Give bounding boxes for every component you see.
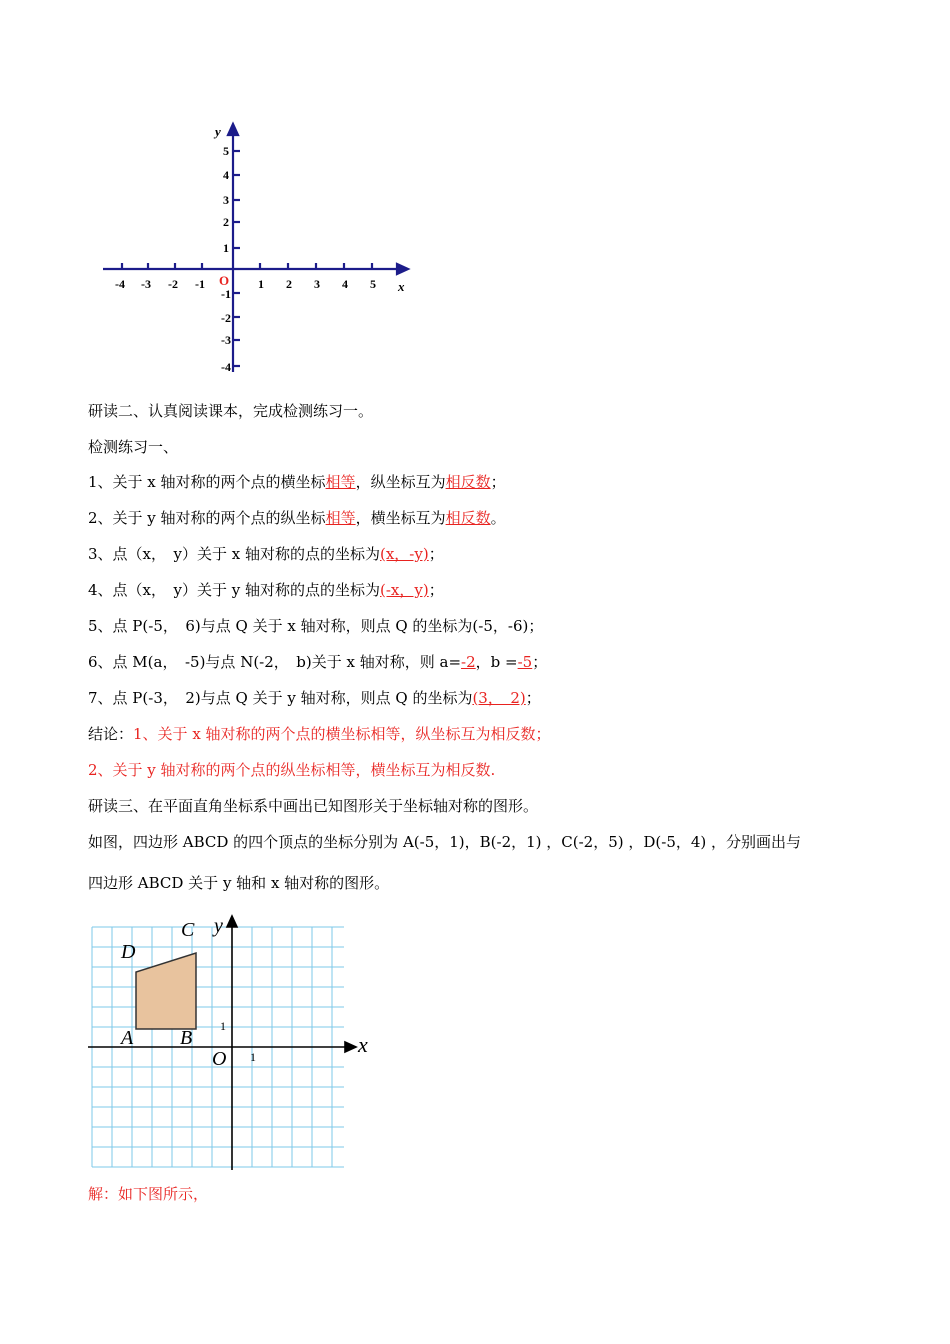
x-axis-label: x: [398, 279, 405, 294]
x-tick-label: -2: [168, 277, 178, 291]
vertex-label-d: D: [121, 941, 136, 963]
answer: -2: [461, 653, 476, 671]
x-tick-label: 4: [342, 277, 348, 291]
answer: 相等: [325, 509, 356, 527]
exercise-item-6: 6、点 M(a， -5)与点 N(-2， b)关于 x 轴对称，则 a=-2，b =-5；: [88, 653, 548, 671]
x-tick-label: 5: [370, 277, 376, 291]
origin-label: O: [212, 1048, 227, 1070]
vertex-label-a: A: [121, 1027, 134, 1049]
x-axis-label: x: [358, 1032, 368, 1057]
answer: (3， 2): [472, 689, 526, 707]
answer: 相反数: [445, 509, 491, 527]
y-tick-label: 5: [223, 144, 229, 158]
exercise-item-7: 7、点 P(-3， 2)与点 Q 关于 y 轴对称，则点 Q 的坐标为(3， 2)；: [88, 689, 541, 707]
y-tick-label: -3: [221, 333, 231, 347]
y-tick-label: -4: [221, 360, 231, 374]
answer: (-x，y): [380, 581, 429, 599]
axes-figure: [95, 120, 415, 380]
x-axis-arrow: [345, 1042, 356, 1052]
x-tick-label: 1: [258, 277, 264, 291]
conclusion-label: 结论：: [88, 725, 134, 743]
answer: 相反数: [445, 473, 491, 491]
x-tick-label: 2: [286, 277, 292, 291]
x-axis-arrow: [397, 264, 408, 274]
y-axis-arrow: [227, 916, 237, 927]
y-tick-label: 2: [223, 215, 229, 229]
exercise-item-3: 3、点（x， y）关于 x 轴对称的点的坐标为(x，-y)；: [88, 545, 444, 563]
x-tick-label: -3: [141, 277, 151, 291]
unit-x-label: 1: [250, 1050, 256, 1064]
exercise-item-2: 2、关于 y 轴对称的两个点的纵坐标相等，横坐标互为相反数。: [88, 509, 506, 527]
unit-y-label: 1: [220, 1019, 226, 1033]
exercise-item-4: 4、点（x， y）关于 y 轴对称的点的坐标为(-x，y)；: [88, 581, 444, 599]
y-tick-label: 1: [223, 241, 229, 255]
quadrilateral-abcd: [136, 953, 196, 1029]
problem-line-2: 四边形 ABCD 关于 y 轴和 x 轴对称的图形。: [88, 874, 390, 892]
vertex-label-b: B: [180, 1027, 193, 1049]
y-tick-label: 4: [223, 168, 229, 182]
conclusion-line-1: 结论：1、关于 x 轴对称的两个点的横坐标相等，纵坐标互为相反数；: [88, 725, 551, 743]
section3-heading: 研读三、在平面直角坐标系中画出已知图形关于坐标轴对称的图形。: [88, 797, 539, 815]
exercise-item-1: 1、关于 x 轴对称的两个点的横坐标相等，纵坐标互为相反数；: [88, 473, 506, 491]
answer: (x，-y): [379, 545, 429, 563]
section2-heading: 研读二、认真阅读课本，完成检测练习一。: [88, 402, 374, 420]
exercise-heading: 检测练习一、: [88, 438, 179, 456]
y-axis-label: y: [214, 915, 223, 937]
origin-label: O: [219, 273, 230, 288]
grid-figure: [86, 912, 386, 1177]
y-axis-arrow: [228, 124, 238, 135]
answer: -5: [517, 653, 533, 671]
conclusion-line-2: 2、关于 y 轴对称的两个点的纵坐标相等，横坐标互为相反数.: [88, 761, 496, 779]
y-axis-label: y: [215, 124, 221, 139]
problem-line-1: 如图，四边形 ABCD 的四个顶点的坐标分别为 A(-5，1)，B(-2，1) ，C(-2，5) ，D(-5，4) ，分别画出与: [88, 833, 802, 851]
y-tick-label: -2: [221, 311, 231, 325]
y-tick-label: -1: [221, 287, 231, 301]
x-tick-label: -4: [115, 277, 125, 291]
x-tick-label: -1: [195, 277, 205, 291]
y-tick-label: 3: [223, 193, 229, 207]
solution-text: 解：如下图所示，: [88, 1185, 209, 1203]
exercise-item-5: 5、点 P(-5， 6)与点 Q 关于 x 轴对称，则点 Q 的坐标为(-5，-6)；: [88, 617, 544, 635]
answer: 相等: [325, 473, 356, 491]
vertex-label-c: C: [181, 919, 195, 941]
x-tick-label: 3: [314, 277, 320, 291]
